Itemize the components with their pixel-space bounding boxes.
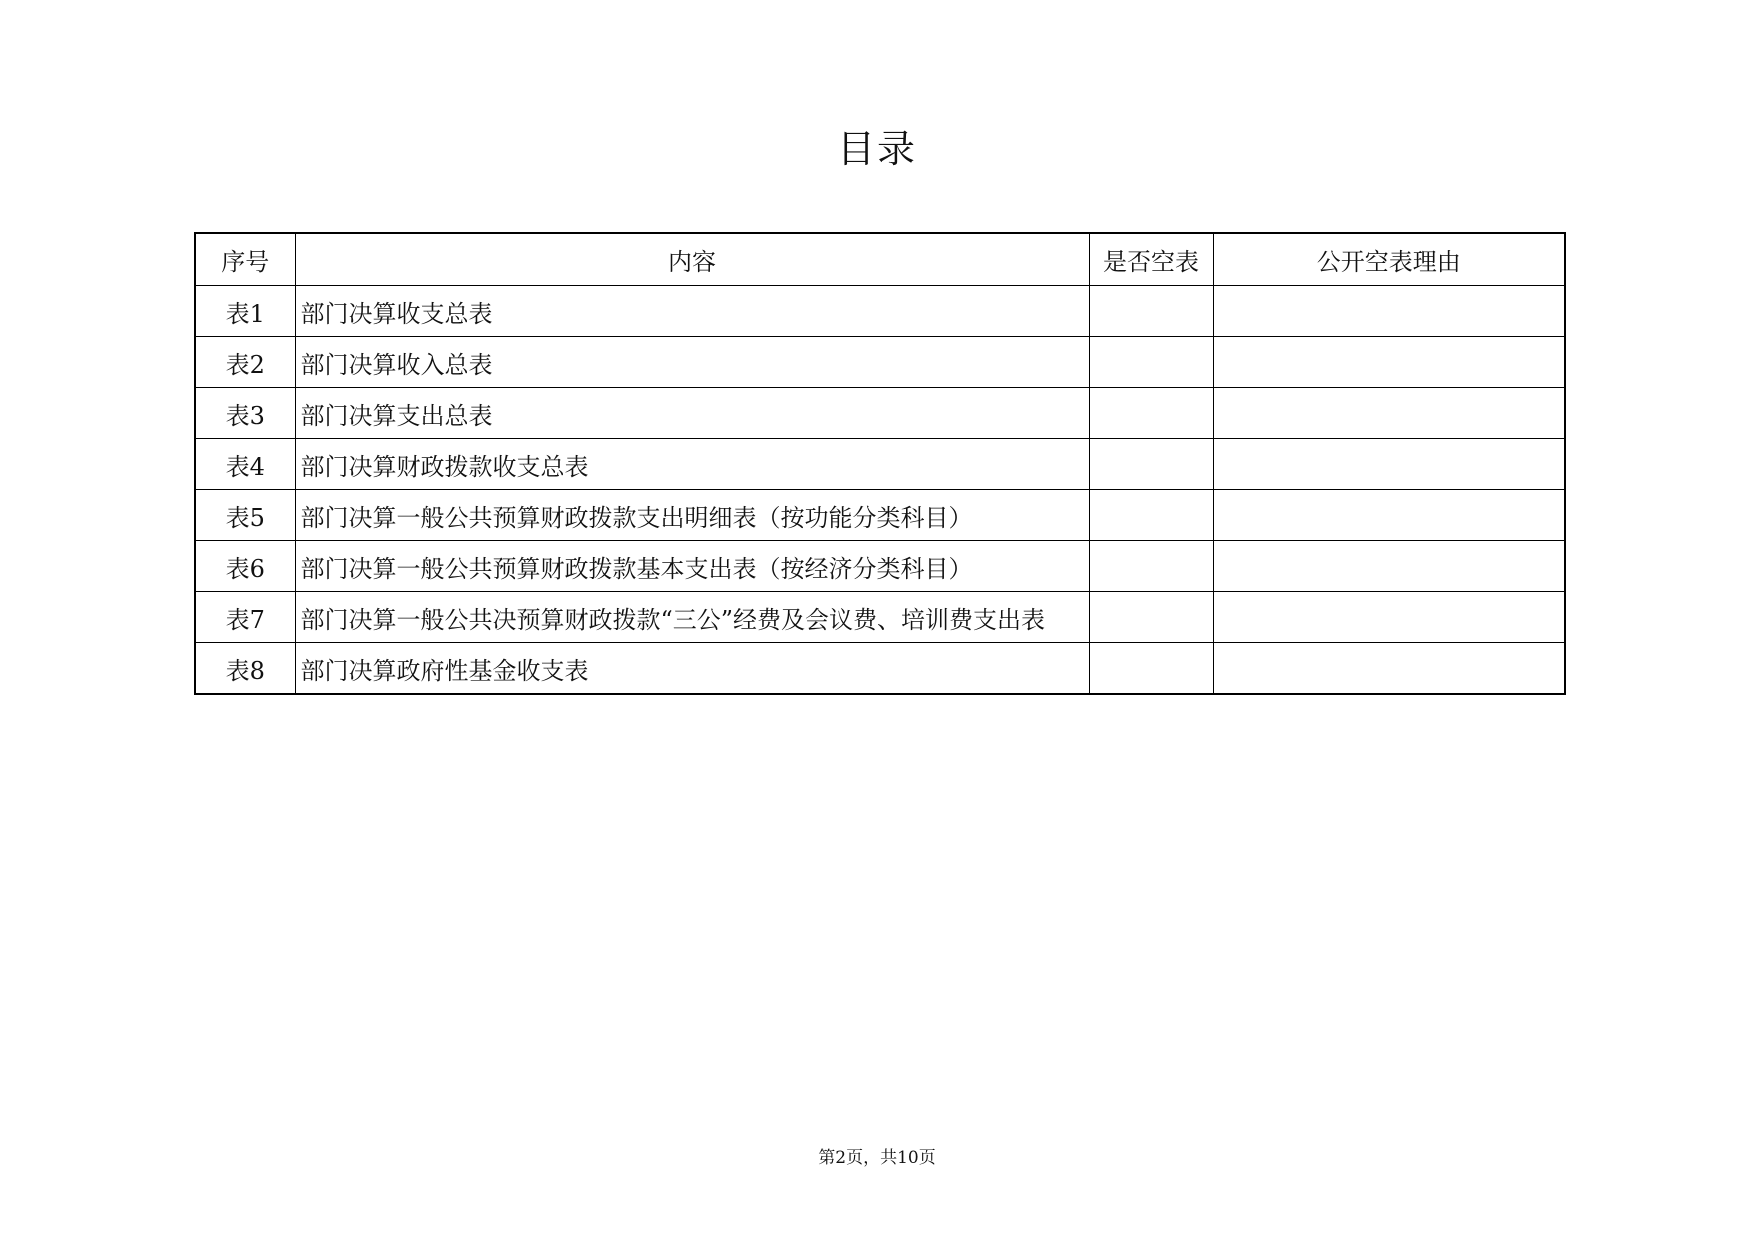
row-reason bbox=[1213, 286, 1565, 337]
table-row bbox=[195, 592, 1565, 643]
row-is-empty bbox=[1089, 439, 1213, 490]
page-footer: 第2页，共10页 bbox=[818, 1148, 936, 1168]
row-no: 表2 bbox=[195, 337, 295, 388]
row-content: 部门决算一般公共预算财政拨款基本支出表（按经济分类科目） bbox=[295, 541, 1089, 592]
row-content: 部门决算收支总表 bbox=[295, 286, 1089, 337]
row-no: 表8 bbox=[195, 643, 295, 695]
toc-table bbox=[194, 232, 1566, 695]
row-no: 表6 bbox=[195, 541, 295, 592]
header-is-empty: 是否空表 bbox=[1089, 233, 1213, 286]
header-content: 内容 bbox=[295, 233, 1089, 286]
row-reason bbox=[1213, 337, 1565, 388]
row-reason bbox=[1213, 388, 1565, 439]
row-no: 表5 bbox=[195, 490, 295, 541]
row-reason bbox=[1213, 490, 1565, 541]
table-row bbox=[195, 541, 1565, 592]
row-content: 部门决算一般公共决预算财政拨款“三公”经费及会议费、培训费支出表 bbox=[295, 592, 1089, 643]
row-reason bbox=[1213, 592, 1565, 643]
table-row bbox=[195, 643, 1565, 695]
row-content: 部门决算政府性基金收支表 bbox=[295, 643, 1089, 695]
row-reason bbox=[1213, 643, 1565, 695]
row-no: 表7 bbox=[195, 592, 295, 643]
row-no: 表4 bbox=[195, 439, 295, 490]
header-no: 序号 bbox=[195, 233, 295, 286]
row-no: 表1 bbox=[195, 286, 295, 337]
row-reason bbox=[1213, 541, 1565, 592]
table-row bbox=[195, 286, 1565, 337]
page-title: 目录 bbox=[836, 127, 917, 171]
row-is-empty bbox=[1089, 388, 1213, 439]
row-is-empty bbox=[1089, 490, 1213, 541]
row-is-empty bbox=[1089, 337, 1213, 388]
table-row bbox=[195, 439, 1565, 490]
table-row bbox=[195, 388, 1565, 439]
row-content: 部门决算支出总表 bbox=[295, 388, 1089, 439]
row-content: 部门决算财政拨款收支总表 bbox=[295, 439, 1089, 490]
row-reason bbox=[1213, 439, 1565, 490]
row-is-empty bbox=[1089, 592, 1213, 643]
row-is-empty bbox=[1089, 643, 1213, 695]
row-content: 部门决算一般公共预算财政拨款支出明细表（按功能分类科目） bbox=[295, 490, 1089, 541]
row-is-empty bbox=[1089, 541, 1213, 592]
row-no: 表3 bbox=[195, 388, 295, 439]
table-header-row bbox=[195, 233, 1565, 286]
row-is-empty bbox=[1089, 286, 1213, 337]
table-row bbox=[195, 490, 1565, 541]
header-reason: 公开空表理由 bbox=[1213, 233, 1565, 286]
table-row bbox=[195, 337, 1565, 388]
row-content: 部门决算收入总表 bbox=[295, 337, 1089, 388]
